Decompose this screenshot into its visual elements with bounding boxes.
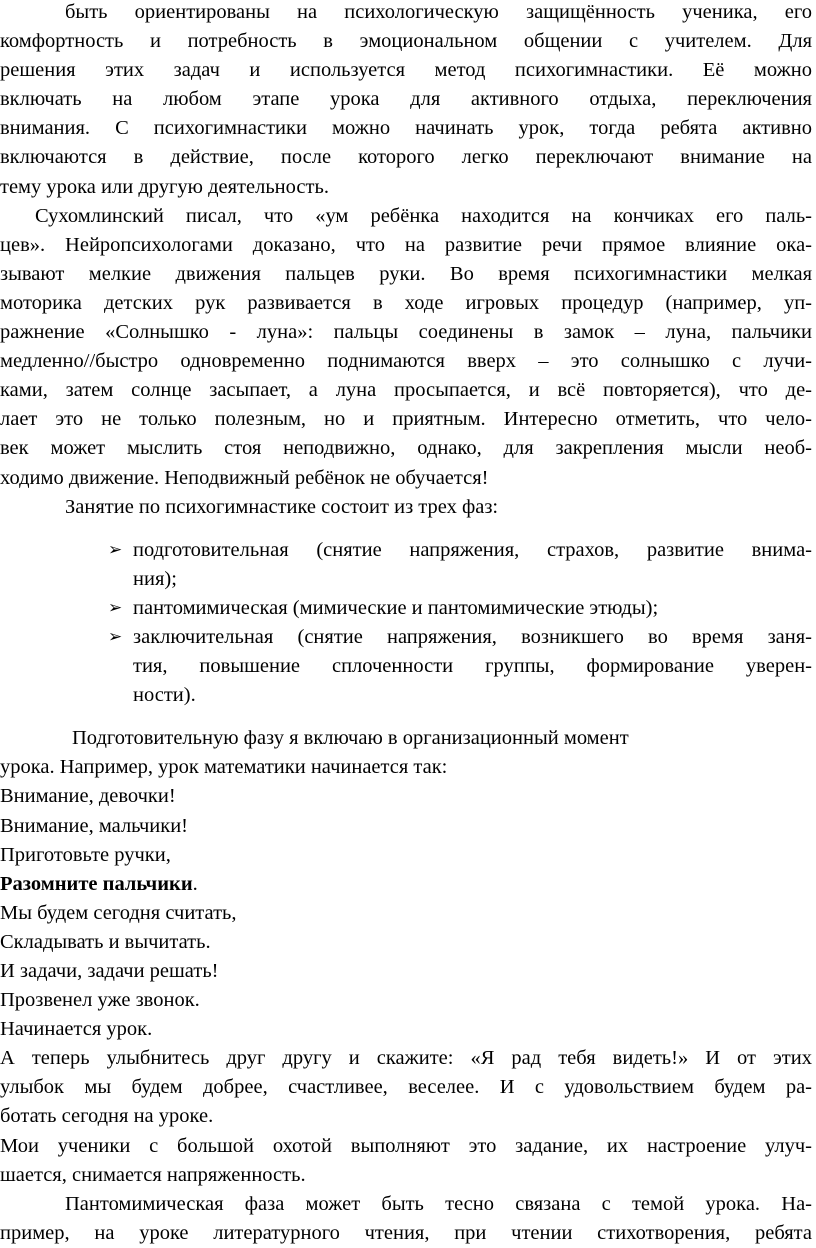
- list-item-text: заключительная (снятие напряжения, возникшего во время заня-: [133, 625, 812, 648]
- text-line: зывают мелкие движения пальцев руки. Во время психогимнастики мелкая: [0, 262, 812, 285]
- list-item-final: [108, 623, 812, 710]
- text-line: пример, на уроке литературного чтения, при чтении стихотворения, ребята: [0, 1221, 812, 1244]
- text-line: цев». Нейропсихологами доказано, что на развитие речи прямое влияние ока-: [0, 233, 812, 256]
- list-item-text: ния);: [133, 567, 177, 590]
- paragraph-psychogymnastics-intro: [0, 0, 812, 202]
- text-line: внимания. С психогимнастики можно начинать урок, тогда ребята активно: [0, 117, 812, 140]
- poem-line: Начинается урок.: [0, 1018, 153, 1041]
- text-line: Пантомимическая фаза может быть тесно связана с темой урока. На-: [65, 1192, 812, 1215]
- list-item-text: пантомимическая (мимические и пантомимические этюды);: [133, 596, 659, 619]
- list-item-pantomime: [108, 594, 812, 623]
- list-item-text: ности).: [133, 684, 196, 707]
- poem-line: Прозвенел уже звонок.: [0, 989, 200, 1012]
- arrow-bullet-icon: ➢: [108, 539, 123, 560]
- poem-line: И задачи, задачи решать!: [0, 960, 219, 982]
- paragraph-smile: [0, 1044, 812, 1131]
- text-line: медленно//быстро одновременно поднимаются вверх – это солнышко с лучи-: [0, 350, 812, 373]
- text-line: век может мыслить стоя неподвижно, однако, для закрепления мысли необ-: [0, 437, 812, 460]
- text-line: шается, снимается напряженность.: [0, 1163, 306, 1186]
- poem: [0, 782, 812, 1044]
- text-line: комфортность и потребность в эмоциональном общении с учителем. Для: [0, 30, 812, 53]
- text-line: лает это не только полезным, но и приятным. Интересно отметить, что чело-: [0, 408, 812, 431]
- text-line: Подготовительную фазу я включаю в организационный момент: [72, 727, 629, 750]
- text-line: Мои ученики с большой охотой выполняют это задание, их настроение улуч-: [0, 1134, 812, 1157]
- text-line: моторика детских рук развивается в ходе игровых процедур (например, уп-: [0, 291, 812, 314]
- text-line: ражнение «Солнышко - луна»: пальцы соединены в замок – луна, пальчики: [0, 321, 812, 344]
- text-line: включаются в действие, после которого легко переключают внимание на: [0, 146, 812, 169]
- text-line: быть ориентированы на психологическую защищённость ученика, его: [65, 1, 812, 23]
- list-item-preparatory: [108, 536, 812, 594]
- text-line: ками, затем солнце засыпает, а луна просыпается, и всё повторяется), что де-: [0, 379, 812, 402]
- phases-intro: Занятие по психогимнастике состоит из трех фаз:: [65, 495, 499, 518]
- text-line: решения этих задач и используется метод психогимнастики. Её можно: [0, 59, 812, 82]
- text-line: А теперь улыбнитесь друг другу и скажите: «Я рад тебя видеть!» И от этих: [0, 1047, 812, 1070]
- text-line: тему урока или другую деятельность.: [0, 175, 329, 198]
- spacer: [0, 710, 812, 724]
- text-line: урока. Например, урок математики начинается так:: [0, 756, 448, 779]
- text-line: улыбок мы будем добрее, счастливее, веселее. И с удовольствием будем ра-: [0, 1076, 812, 1099]
- poem-line: Мы будем сегодня считать,: [0, 901, 237, 924]
- paragraph-pantomime-phase: [0, 1190, 812, 1248]
- paragraph-students: [0, 1132, 812, 1190]
- poem-line: Внимание, девочки!: [0, 785, 176, 808]
- text-line: ходимо движение. Неподвижный ребёнок не обучается!: [0, 466, 489, 489]
- arrow-bullet-icon: ➢: [108, 597, 123, 618]
- poem-line: Складывать и вычитать.: [0, 930, 211, 953]
- text-line: ботать сегодня на уроке.: [0, 1105, 214, 1128]
- phases-list: [0, 536, 812, 711]
- poem-line: Внимание, мальчики!: [0, 814, 189, 837]
- paragraph-preparatory-phase: [0, 724, 812, 782]
- text-line: Сухомлинский писал, что «ум ребёнка находится на кончиках его паль-: [35, 204, 812, 227]
- text-line: включать на любом этапе урока для активного отдыха, переключения: [0, 88, 812, 111]
- list-item-text: тия, повышение сплоченности группы, формирование уверен-: [133, 655, 812, 678]
- poem-bold-text: Разомните пальчики: [0, 872, 193, 895]
- poem-line: [0, 870, 812, 899]
- list-item-text: подготовительная (снятие напряжения, страхов, развитие внима-: [133, 538, 812, 561]
- paragraph-sukhomlinsky: [0, 202, 812, 493]
- arrow-bullet-icon: ➢: [108, 626, 123, 647]
- poem-punctuation: .: [192, 872, 198, 895]
- poem-line: Приготовьте ручки,: [0, 843, 171, 866]
